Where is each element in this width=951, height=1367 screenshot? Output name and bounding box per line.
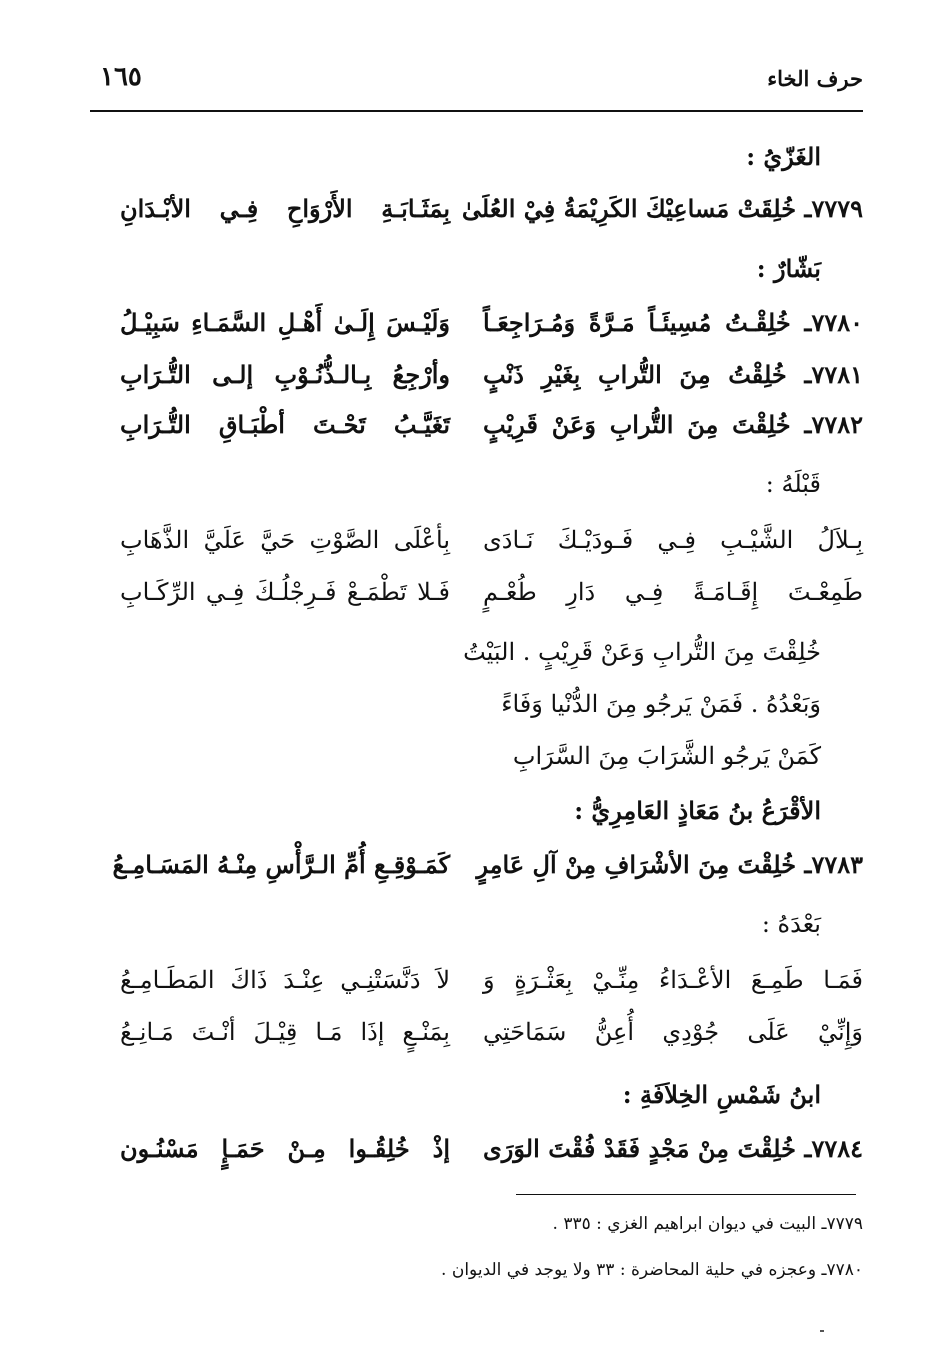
verse-second-hemistich: فَـلا تَطْمَـعْ فَـرِجْلُـكَ فِـي الرِّكَـابِ [120, 578, 450, 606]
section-label: بَعْدَهُ : [761, 910, 821, 938]
verse-7783-first-hemistich: ٧٧٨٣ـ خُلِقْتَ مِنَ الأشْرَافِ مِنْ آلِ عَامِرٍ [476, 850, 863, 879]
verse-7780-second-hemistich: وَلَيْـسَ إِلَـىٰ أَهْـلِ السَّمَـاءِ سَبِيْـلُ [120, 308, 450, 337]
verse-second-hemistich: بِمَنْـعٍ إذَا مَـا قِيْـلَ أنْـتَ مَـانِـعُ [120, 1018, 450, 1046]
verse-7784-first-hemistich: ٧٧٨٤ـ خُلِقْتَ مِنْ مَجْدٍ فَقَدْ فُقْتَ الوَرَى [483, 1134, 863, 1163]
header-rule [90, 110, 863, 112]
verse-7780-first-hemistich: ٧٧٨٠ـ خُلِقْـتُ مُسِيئَـاً مَـرَّةً وَمُـرَاجِعَـاً [483, 308, 863, 337]
prose-line: وَبَعْدُهُ . فَمَنْ يَرجُو مِنَ الدُّنْيا وَفَاءً [501, 690, 821, 718]
verse-second-hemistich: بِأعْلَى الصَّوْتِ حَيَّ عَلَيَّ الذَّهَابِ [120, 526, 450, 554]
stray-mark [820, 1330, 824, 1332]
footnote-7779: ٧٧٧٩ـ البيت في ديوان ابراهيم الغزي : ٣٣٥ . [552, 1214, 863, 1234]
poet-heading: بَشّارٌ : [756, 254, 821, 283]
verse-first-hemistich: طَمِعْـتَ إِقَـامَـةً فِـي دَارِ طُعْـمٍ [483, 578, 863, 606]
verse-second-hemistich: لاَ دَنَّسَتْنِـي عِنْـدَ ذَاكَ المَطَـامِـعُ [120, 966, 450, 994]
section-label: قَبْلَهُ : [765, 470, 821, 498]
verse-7782-second-hemistich: تَغَيَّـبُ تَحْـتَ أطْبَـاقِ التُّـرَابِ [120, 410, 450, 439]
verse-7781-second-hemistich: وأرْجِعُ بِـالـذُّنُـوْبِ إلـى التُّـرَابِ [120, 360, 450, 389]
poet-heading: ابنُ شَمْسِ الخِلاَفَةِ : [622, 1080, 821, 1109]
verse-first-hemistich: وَإِنِّيْ عَلَى جُوْدِي أُعِنُّ سَمَاحَتِي [483, 1018, 863, 1046]
poet-heading: الغَزّيُ : [746, 142, 821, 171]
verse-7784-second-hemistich: إذْ خُلِقُـوا مِـنْ حَمَـإٍ مَسْنُـون [120, 1134, 450, 1163]
footnote-7780: ٧٧٨٠ـ وعجزه في حلية المحاضرة : ٣٣ ولا يوجد في الديوان . [441, 1260, 863, 1280]
verse-first-hemistich: بِـلاَلُ الشَّيْـبِ فِـي فَـودَيْـكَ نَـادَى [483, 526, 863, 554]
poet-heading: الأقْرَعُ بنُ مَعَاذٍ العَامِرِيُّ : [574, 796, 821, 825]
verse-7783-second-hemistich: كَمَـوْقِـعِ أُمِّ الـرَّأْسِ مِنْـهُ المَسَـامِـعُ [112, 850, 450, 879]
footnote-rule [516, 1194, 856, 1195]
section-title: حرف الخاء [767, 66, 863, 91]
prose-line: كَمَنْ يَرجُو الشَّرَابَ مِنَ السَّرَابِ [512, 742, 821, 770]
prose-line: خُلِقْتَ مِنَ التُّرابِ وَعَنْ قَرِيْبٍ . البَيْتُ [463, 638, 821, 666]
page-number: ١٦٥ [100, 62, 142, 92]
verse-first-hemistich: فَمَـا طَمِـعَ الأعْـدَاءُ مِنِّـيْ بِعَثْـرَةٍ وَ [483, 966, 863, 994]
verse-7779-first-hemistich: ٧٧٧٩ـ خُلِقَتْ مَساعِيْكَ الكَرِيْمَةُ فِيْ العُلَىٰ [461, 194, 863, 223]
verse-7781-first-hemistich: ٧٧٨١ـ خُلِقْتُ مِنَ التُّرابِ بِغَيْرِ ذَنْبٍ [483, 360, 863, 389]
verse-7782-first-hemistich: ٧٧٨٢ـ خُلِقْتَ مِنَ التُّرابِ وَعَنْ قَرِيْبٍ [483, 410, 863, 439]
verse-7779-second-hemistich: بِمَثَـابَـةِ الأَرْوَاحِ فِـي الأبْـدَانِ [120, 194, 450, 223]
